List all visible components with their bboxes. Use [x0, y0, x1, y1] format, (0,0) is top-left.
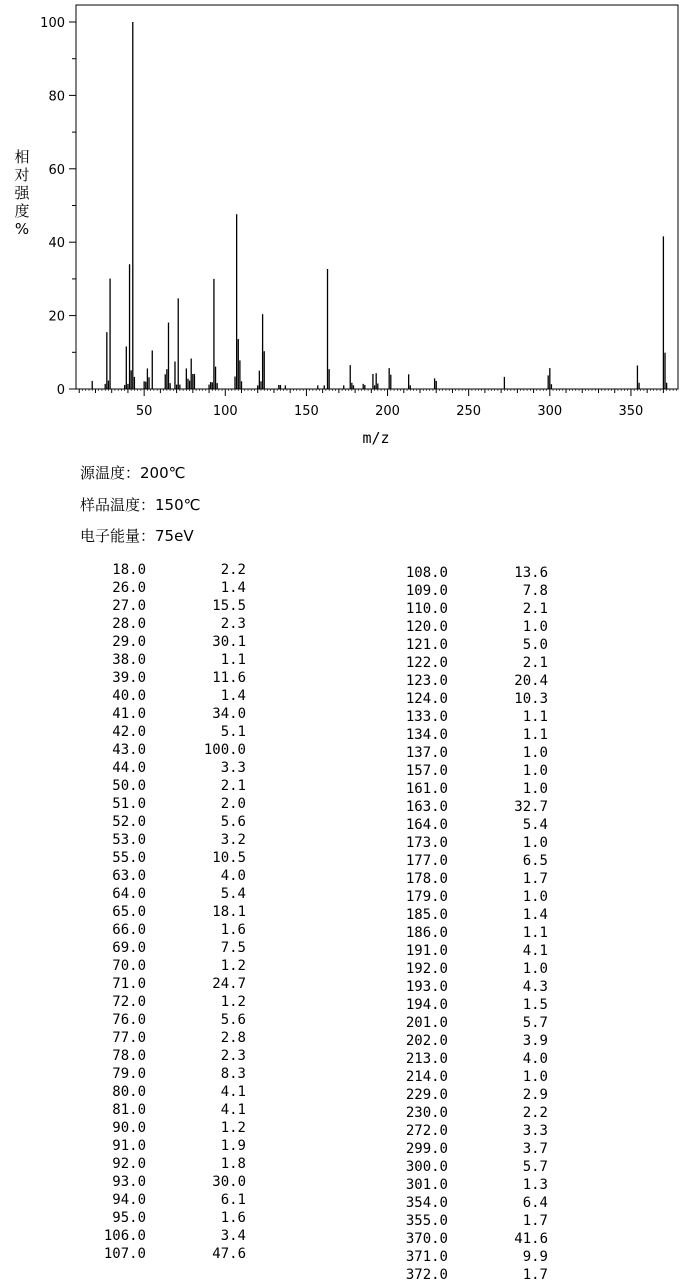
peak-mz: 191.0 — [405, 943, 448, 959]
peak-mz: 41.0 — [112, 706, 146, 722]
peak-intensity: 1.6 — [220, 1210, 246, 1226]
peak-intensity: 1.0 — [522, 745, 548, 761]
peak-mz: 53.0 — [112, 832, 146, 848]
peak-intensity: 2.1 — [220, 778, 246, 794]
peak-mz: 163.0 — [405, 799, 448, 815]
x-tick-label: 350 — [618, 404, 644, 419]
peak-mz: 26.0 — [112, 580, 146, 596]
peak-intensity: 2.2 — [522, 1105, 548, 1121]
mass-spectrum-chart — [0, 0, 680, 450]
peak-mz: 52.0 — [112, 814, 146, 830]
peak-mz: 161.0 — [405, 781, 448, 797]
peak-mz: 106.0 — [103, 1228, 146, 1244]
peak-mz: 108.0 — [405, 565, 448, 581]
y-axis-label-char: 对 — [14, 166, 30, 184]
peak-intensity: 3.3 — [522, 1123, 548, 1139]
peak-intensity: 5.6 — [220, 814, 246, 830]
peak-intensity: 32.7 — [514, 799, 548, 815]
peak-intensity: 1.0 — [522, 619, 548, 635]
peak-mz: 50.0 — [112, 778, 146, 794]
peak-intensity: 2.2 — [220, 562, 246, 578]
y-axis-label — [12, 148, 32, 238]
peak-intensity: 1.1 — [220, 652, 246, 668]
peak-intensity: 15.5 — [212, 598, 246, 614]
peak-intensity: 1.8 — [220, 1156, 246, 1172]
peak-intensity: 6.5 — [522, 853, 548, 869]
peak-mz: 372.0 — [405, 1267, 448, 1283]
peak-mz: 122.0 — [405, 655, 448, 671]
peak-mz: 81.0 — [112, 1102, 146, 1118]
peak-mz: 157.0 — [405, 763, 448, 779]
peak-mz: 299.0 — [405, 1141, 448, 1157]
peak-intensity: 3.7 — [522, 1141, 548, 1157]
peak-intensity: 8.3 — [220, 1066, 246, 1082]
peak-mz: 109.0 — [405, 583, 448, 599]
peak-intensity: 4.1 — [522, 943, 548, 959]
plot-frame — [76, 5, 678, 389]
peak-intensity: 1.0 — [522, 763, 548, 779]
peak-mz: 80.0 — [112, 1084, 146, 1100]
peak-intensity: 1.0 — [522, 889, 548, 905]
peak-mz: 64.0 — [112, 886, 146, 902]
peak-mz: 133.0 — [405, 709, 448, 725]
peak-mz: 92.0 — [112, 1156, 146, 1172]
peak-mz: 370.0 — [405, 1231, 448, 1247]
peak-intensity: 5.6 — [220, 1012, 246, 1028]
peak-mz: 213.0 — [405, 1051, 448, 1067]
peak-mz: 77.0 — [112, 1030, 146, 1046]
peak-intensity: 18.1 — [212, 904, 246, 920]
peak-mz: 72.0 — [112, 994, 146, 1010]
peak-mz: 124.0 — [405, 691, 448, 707]
peak-mz: 178.0 — [405, 871, 448, 887]
peak-mz: 76.0 — [112, 1012, 146, 1028]
peak-intensity: 1.4 — [220, 688, 246, 704]
peak-mz: 179.0 — [405, 889, 448, 905]
peak-intensity: 9.9 — [522, 1249, 548, 1265]
peak-mz: 177.0 — [405, 853, 448, 869]
peak-intensity: 5.4 — [522, 817, 548, 833]
peak-intensity: 1.7 — [522, 1267, 548, 1283]
peak-intensity: 4.1 — [220, 1084, 246, 1100]
peak-intensity: 2.1 — [522, 601, 548, 617]
peak-mz: 79.0 — [112, 1066, 146, 1082]
peak-mz: 71.0 — [112, 976, 146, 992]
peak-mz: 38.0 — [112, 652, 146, 668]
peak-mz: 66.0 — [112, 922, 146, 938]
peak-intensity: 20.4 — [514, 673, 548, 689]
peak-mz: 95.0 — [112, 1210, 146, 1226]
electron-energy: 电子能量：75eV — [80, 527, 194, 545]
peak-intensity: 1.1 — [522, 925, 548, 941]
peak-intensity: 3.9 — [522, 1033, 548, 1049]
peak-mz: 29.0 — [112, 634, 146, 650]
peak-intensity: 1.4 — [220, 580, 246, 596]
peak-mz: 214.0 — [405, 1069, 448, 1085]
peak-intensity: 11.6 — [212, 670, 246, 686]
peak-mz: 39.0 — [112, 670, 146, 686]
peak-mz: 301.0 — [405, 1177, 448, 1193]
peak-intensity: 34.0 — [212, 706, 246, 722]
peak-intensity: 3.3 — [220, 760, 246, 776]
peak-intensity: 10.3 — [514, 691, 548, 707]
source-temperature: 源温度：200℃ — [80, 464, 186, 482]
peak-mz: 186.0 — [405, 925, 448, 941]
peak-mz: 229.0 — [405, 1087, 448, 1103]
y-axis-label-char: % — [14, 220, 30, 238]
peak-intensity: 6.4 — [522, 1195, 548, 1211]
peak-intensity: 1.0 — [522, 781, 548, 797]
x-tick-label: 50 — [135, 404, 153, 419]
peak-intensity: 5.0 — [522, 637, 548, 653]
peak-mz: 230.0 — [405, 1105, 448, 1121]
peak-mz: 201.0 — [405, 1015, 448, 1031]
peak-intensity: 100.0 — [203, 742, 246, 758]
peak-mz: 78.0 — [112, 1048, 146, 1064]
peak-mz: 192.0 — [405, 961, 448, 977]
peak-intensity: 2.9 — [522, 1087, 548, 1103]
peak-mz: 55.0 — [112, 850, 146, 866]
peak-intensity: 30.0 — [212, 1174, 246, 1190]
peak-mz: 193.0 — [405, 979, 448, 995]
peak-mz: 123.0 — [405, 673, 448, 689]
peak-mz: 40.0 — [112, 688, 146, 704]
y-tick-label: 20 — [48, 309, 65, 325]
peak-intensity: 2.0 — [220, 796, 246, 812]
peak-mz: 90.0 — [112, 1120, 146, 1136]
peak-mz: 272.0 — [405, 1123, 448, 1139]
peak-intensity: 5.7 — [522, 1015, 548, 1031]
peak-mz: 120.0 — [405, 619, 448, 635]
peak-intensity: 1.2 — [220, 1120, 246, 1136]
peak-mz: 300.0 — [405, 1159, 448, 1175]
peak-mz: 202.0 — [405, 1033, 448, 1049]
peak-mz: 69.0 — [112, 940, 146, 956]
peak-mz: 121.0 — [405, 637, 448, 653]
peak-intensity: 1.9 — [220, 1138, 246, 1154]
peak-intensity: 1.1 — [522, 727, 548, 743]
peak-intensity: 2.1 — [522, 655, 548, 671]
peak-intensity: 7.5 — [220, 940, 246, 956]
sample-temperature: 样品温度：150℃ — [80, 496, 201, 514]
peak-mz: 18.0 — [112, 562, 146, 578]
peak-intensity: 24.7 — [212, 976, 246, 992]
y-axis-label-char: 度 — [14, 202, 30, 220]
peak-intensity: 4.1 — [220, 1102, 246, 1118]
x-tick-label: 100 — [212, 404, 238, 419]
peak-intensity: 1.3 — [522, 1177, 548, 1193]
peak-mz: 51.0 — [112, 796, 146, 812]
peak-intensity: 1.7 — [522, 1213, 548, 1229]
y-tick-label: 100 — [40, 16, 65, 31]
peak-intensity: 1.2 — [220, 958, 246, 974]
peak-mz: 371.0 — [405, 1249, 448, 1265]
peak-intensity: 1.6 — [220, 922, 246, 938]
peak-intensity: 2.3 — [220, 616, 246, 632]
peak-intensity: 4.0 — [220, 868, 246, 884]
peak-mz: 137.0 — [405, 745, 448, 761]
peak-intensity: 2.3 — [220, 1048, 246, 1064]
y-tick-label: 0 — [56, 383, 65, 398]
peak-intensity: 1.1 — [522, 709, 548, 725]
peak-intensity: 1.7 — [522, 871, 548, 887]
axes — [40, 5, 678, 419]
peak-mz: 354.0 — [405, 1195, 448, 1211]
peak-mz: 164.0 — [405, 817, 448, 833]
peak-mz: 94.0 — [112, 1192, 146, 1208]
peak-intensity: 6.1 — [220, 1192, 246, 1208]
peak-mz: 43.0 — [112, 742, 146, 758]
y-tick-label: 80 — [48, 89, 65, 105]
peak-mz: 107.0 — [103, 1246, 146, 1262]
peak-intensity: 1.2 — [220, 994, 246, 1010]
peak-mz: 44.0 — [112, 760, 146, 776]
peak-mz: 93.0 — [112, 1174, 146, 1190]
peak-mz: 42.0 — [112, 724, 146, 740]
peak-mz: 63.0 — [112, 868, 146, 884]
x-tick-label: 250 — [456, 404, 482, 419]
peak-mz: 185.0 — [405, 907, 448, 923]
peak-mz: 355.0 — [405, 1213, 448, 1229]
y-tick-label: 40 — [48, 236, 65, 252]
peak-intensity: 5.7 — [522, 1159, 548, 1175]
peak-intensity: 13.6 — [514, 565, 548, 581]
peak-intensity: 1.0 — [522, 1069, 548, 1085]
x-tick-label: 200 — [375, 404, 400, 419]
peak-mz: 134.0 — [405, 727, 448, 743]
peak-mz: 70.0 — [112, 958, 146, 974]
peak-intensity: 41.6 — [514, 1231, 548, 1247]
peak-mz: 27.0 — [112, 598, 146, 614]
peak-intensity: 47.6 — [212, 1246, 246, 1262]
peak-mz: 28.0 — [112, 616, 146, 632]
y-tick-label: 60 — [48, 162, 65, 178]
peak-intensity: 1.4 — [522, 907, 548, 923]
peak-bars — [92, 22, 666, 389]
peak-intensity: 1.0 — [522, 835, 548, 851]
peak-intensity: 1.0 — [522, 961, 548, 977]
y-axis-label-char: 相 — [14, 148, 30, 166]
peak-intensity: 3.4 — [220, 1228, 246, 1244]
peak-intensity: 7.8 — [522, 583, 548, 599]
peak-intensity: 1.5 — [522, 997, 548, 1013]
x-tick-label: 300 — [537, 404, 563, 419]
y-axis-label-char: 强 — [14, 184, 30, 202]
peak-intensity: 4.3 — [522, 979, 548, 995]
x-tick-label: 150 — [294, 404, 319, 419]
peak-mz: 91.0 — [112, 1138, 146, 1154]
peak-intensity: 3.2 — [220, 832, 246, 848]
peak-mz: 173.0 — [405, 835, 448, 851]
peak-intensity: 4.0 — [522, 1051, 548, 1067]
peak-intensity: 2.8 — [220, 1030, 246, 1046]
peak-intensity: 30.1 — [212, 634, 246, 650]
peak-mz: 110.0 — [405, 601, 448, 617]
peak-intensity: 5.1 — [220, 724, 246, 740]
peak-intensity: 10.5 — [212, 850, 246, 866]
peak-mz: 65.0 — [112, 904, 146, 920]
x-axis-label: m/z — [362, 429, 390, 447]
peak-mz: 194.0 — [405, 997, 448, 1013]
peak-intensity: 5.4 — [220, 886, 246, 902]
